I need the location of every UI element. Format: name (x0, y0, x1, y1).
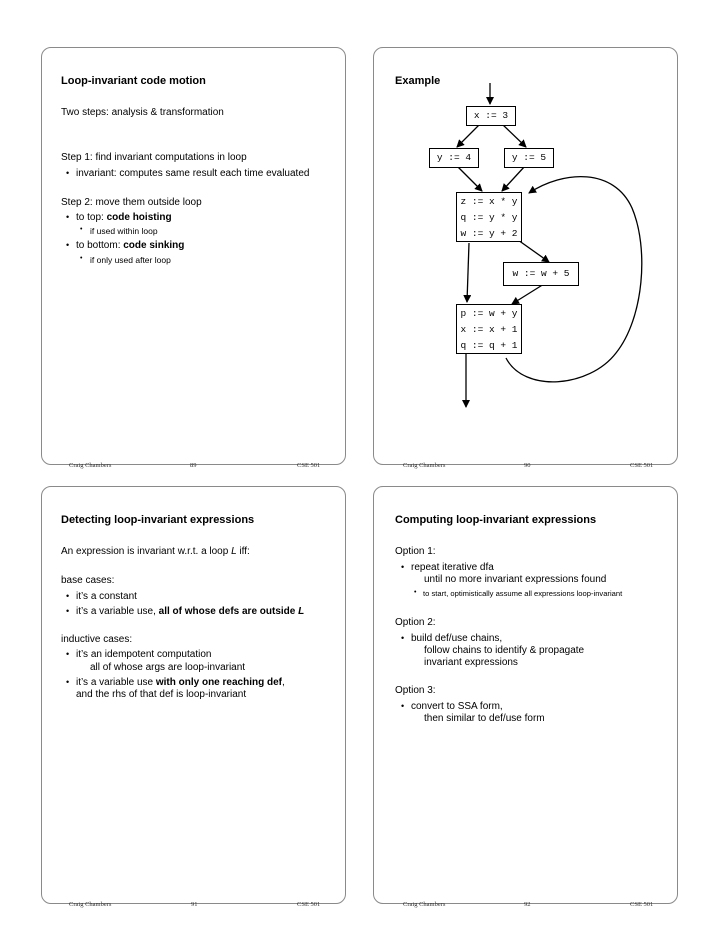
footer-course: CSE 501 (297, 462, 321, 469)
footer-author: Craig Chambers (403, 462, 446, 469)
slide-89 (41, 47, 346, 469)
text-line: invariant expressions (424, 657, 518, 668)
bullet-icon: • (66, 212, 70, 222)
text-line: base cases: (61, 575, 115, 586)
node-loop-tail (456, 304, 522, 354)
text-line: until no more invariant expressions found (424, 574, 607, 585)
text-line: it’s a variable use with only one reaching def, (76, 677, 285, 688)
text-line: and the rhs of that def is loop-invariant (76, 689, 247, 700)
text-line: then similar to def/use form (424, 713, 545, 724)
text-line: Option 1: (395, 546, 436, 557)
text-line: build def/use chains, (411, 633, 503, 644)
bullet-icon: • (401, 633, 405, 643)
text-line: Option 2: (395, 617, 436, 628)
text-line: all of whose args are loop-invariant (90, 662, 246, 673)
footer-page: 92 (524, 901, 531, 908)
text-line: convert to SSA form, (411, 701, 503, 712)
stmt: q := y * y (460, 212, 518, 223)
node-x-assign-3: x := 3 (466, 106, 516, 126)
text-line: Step 1: find invariant computations in loop (61, 152, 247, 163)
slide-title: Loop-invariant code motion (61, 75, 206, 87)
node-y-assign-5: y := 5 (504, 148, 554, 168)
text-line: repeat iterative dfa (411, 562, 494, 573)
footer-author: Craig Chambers (403, 901, 446, 908)
bullet-icon: • (414, 589, 417, 596)
footer-author: Craig Chambers (69, 462, 112, 469)
edge-n5-n6 (512, 284, 544, 304)
bullet-icon: • (66, 649, 70, 659)
text-line: follow chains to identify & propagate (424, 645, 585, 656)
node-y-assign-4: y := 4 (429, 148, 479, 168)
bullet-icon: • (66, 677, 70, 687)
bullet-icon: • (80, 255, 83, 262)
footer-page: 89 (190, 462, 197, 469)
footer-course: CSE 501 (630, 901, 654, 908)
node-loop-header (456, 192, 522, 242)
bullet-icon: • (66, 168, 70, 178)
slide-title: Example (395, 75, 441, 87)
stmt: z := x * y (460, 196, 518, 207)
text-line: if only used after loop (90, 255, 171, 265)
text-line: it’s a constant (76, 591, 137, 602)
text-line: to start, optimistically assume all expressions loop-invariant (423, 589, 623, 598)
slide-92 (373, 486, 678, 908)
stmt: x := x + 1 (460, 324, 518, 335)
edge-n3-n4 (502, 166, 525, 191)
bullet-icon: • (66, 591, 70, 601)
bullet-icon: • (401, 562, 405, 572)
text-line: Option 3: (395, 685, 436, 696)
text-line: it’s a variable use, all of whose defs are outside L (76, 606, 305, 617)
text-line: to top: code hoisting (76, 212, 172, 223)
flowgraph-edges (374, 48, 679, 466)
edge-n4-n5 (518, 240, 549, 262)
slide-title: Computing loop-invariant expressions (395, 514, 597, 526)
edge-n1-n3 (502, 124, 526, 147)
text-line: An expression is invariant w.r.t. a loop L iff: (61, 546, 250, 557)
slide-91 (41, 486, 346, 908)
slide-90 (373, 47, 678, 469)
text-line: to bottom: code sinking (76, 240, 185, 251)
footer-page: 90 (524, 462, 531, 469)
footer-course: CSE 501 (630, 462, 654, 469)
footer-author: Craig Chambers (69, 901, 112, 908)
text-line: inductive cases: (61, 634, 133, 645)
node-w-update: w := w + 5 (503, 262, 579, 286)
bullet-icon: • (80, 226, 83, 233)
bullet-icon: • (66, 240, 70, 250)
text-line: invariant: computes same result each time evaluated (76, 168, 310, 179)
edge-n4-n6 (467, 243, 469, 302)
stmt: q := q + 1 (460, 340, 518, 351)
text-line: Two steps: analysis & transformation (61, 107, 224, 118)
edge-n2-n4 (457, 166, 482, 191)
bullet-icon: • (66, 606, 70, 616)
edge-n1-n2 (457, 124, 480, 147)
slide-title: Detecting loop-invariant expressions (61, 514, 255, 526)
stmt: p := w + y (460, 308, 518, 319)
footer-page: 91 (191, 901, 198, 908)
footer-course: CSE 501 (297, 901, 321, 908)
text-line: it’s an idempotent computation (76, 649, 212, 660)
stmt: w := y + 2 (460, 228, 518, 239)
bullet-icon: • (401, 701, 405, 711)
text-line: Step 2: move them outside loop (61, 197, 202, 208)
text-line: if used within loop (90, 226, 158, 236)
